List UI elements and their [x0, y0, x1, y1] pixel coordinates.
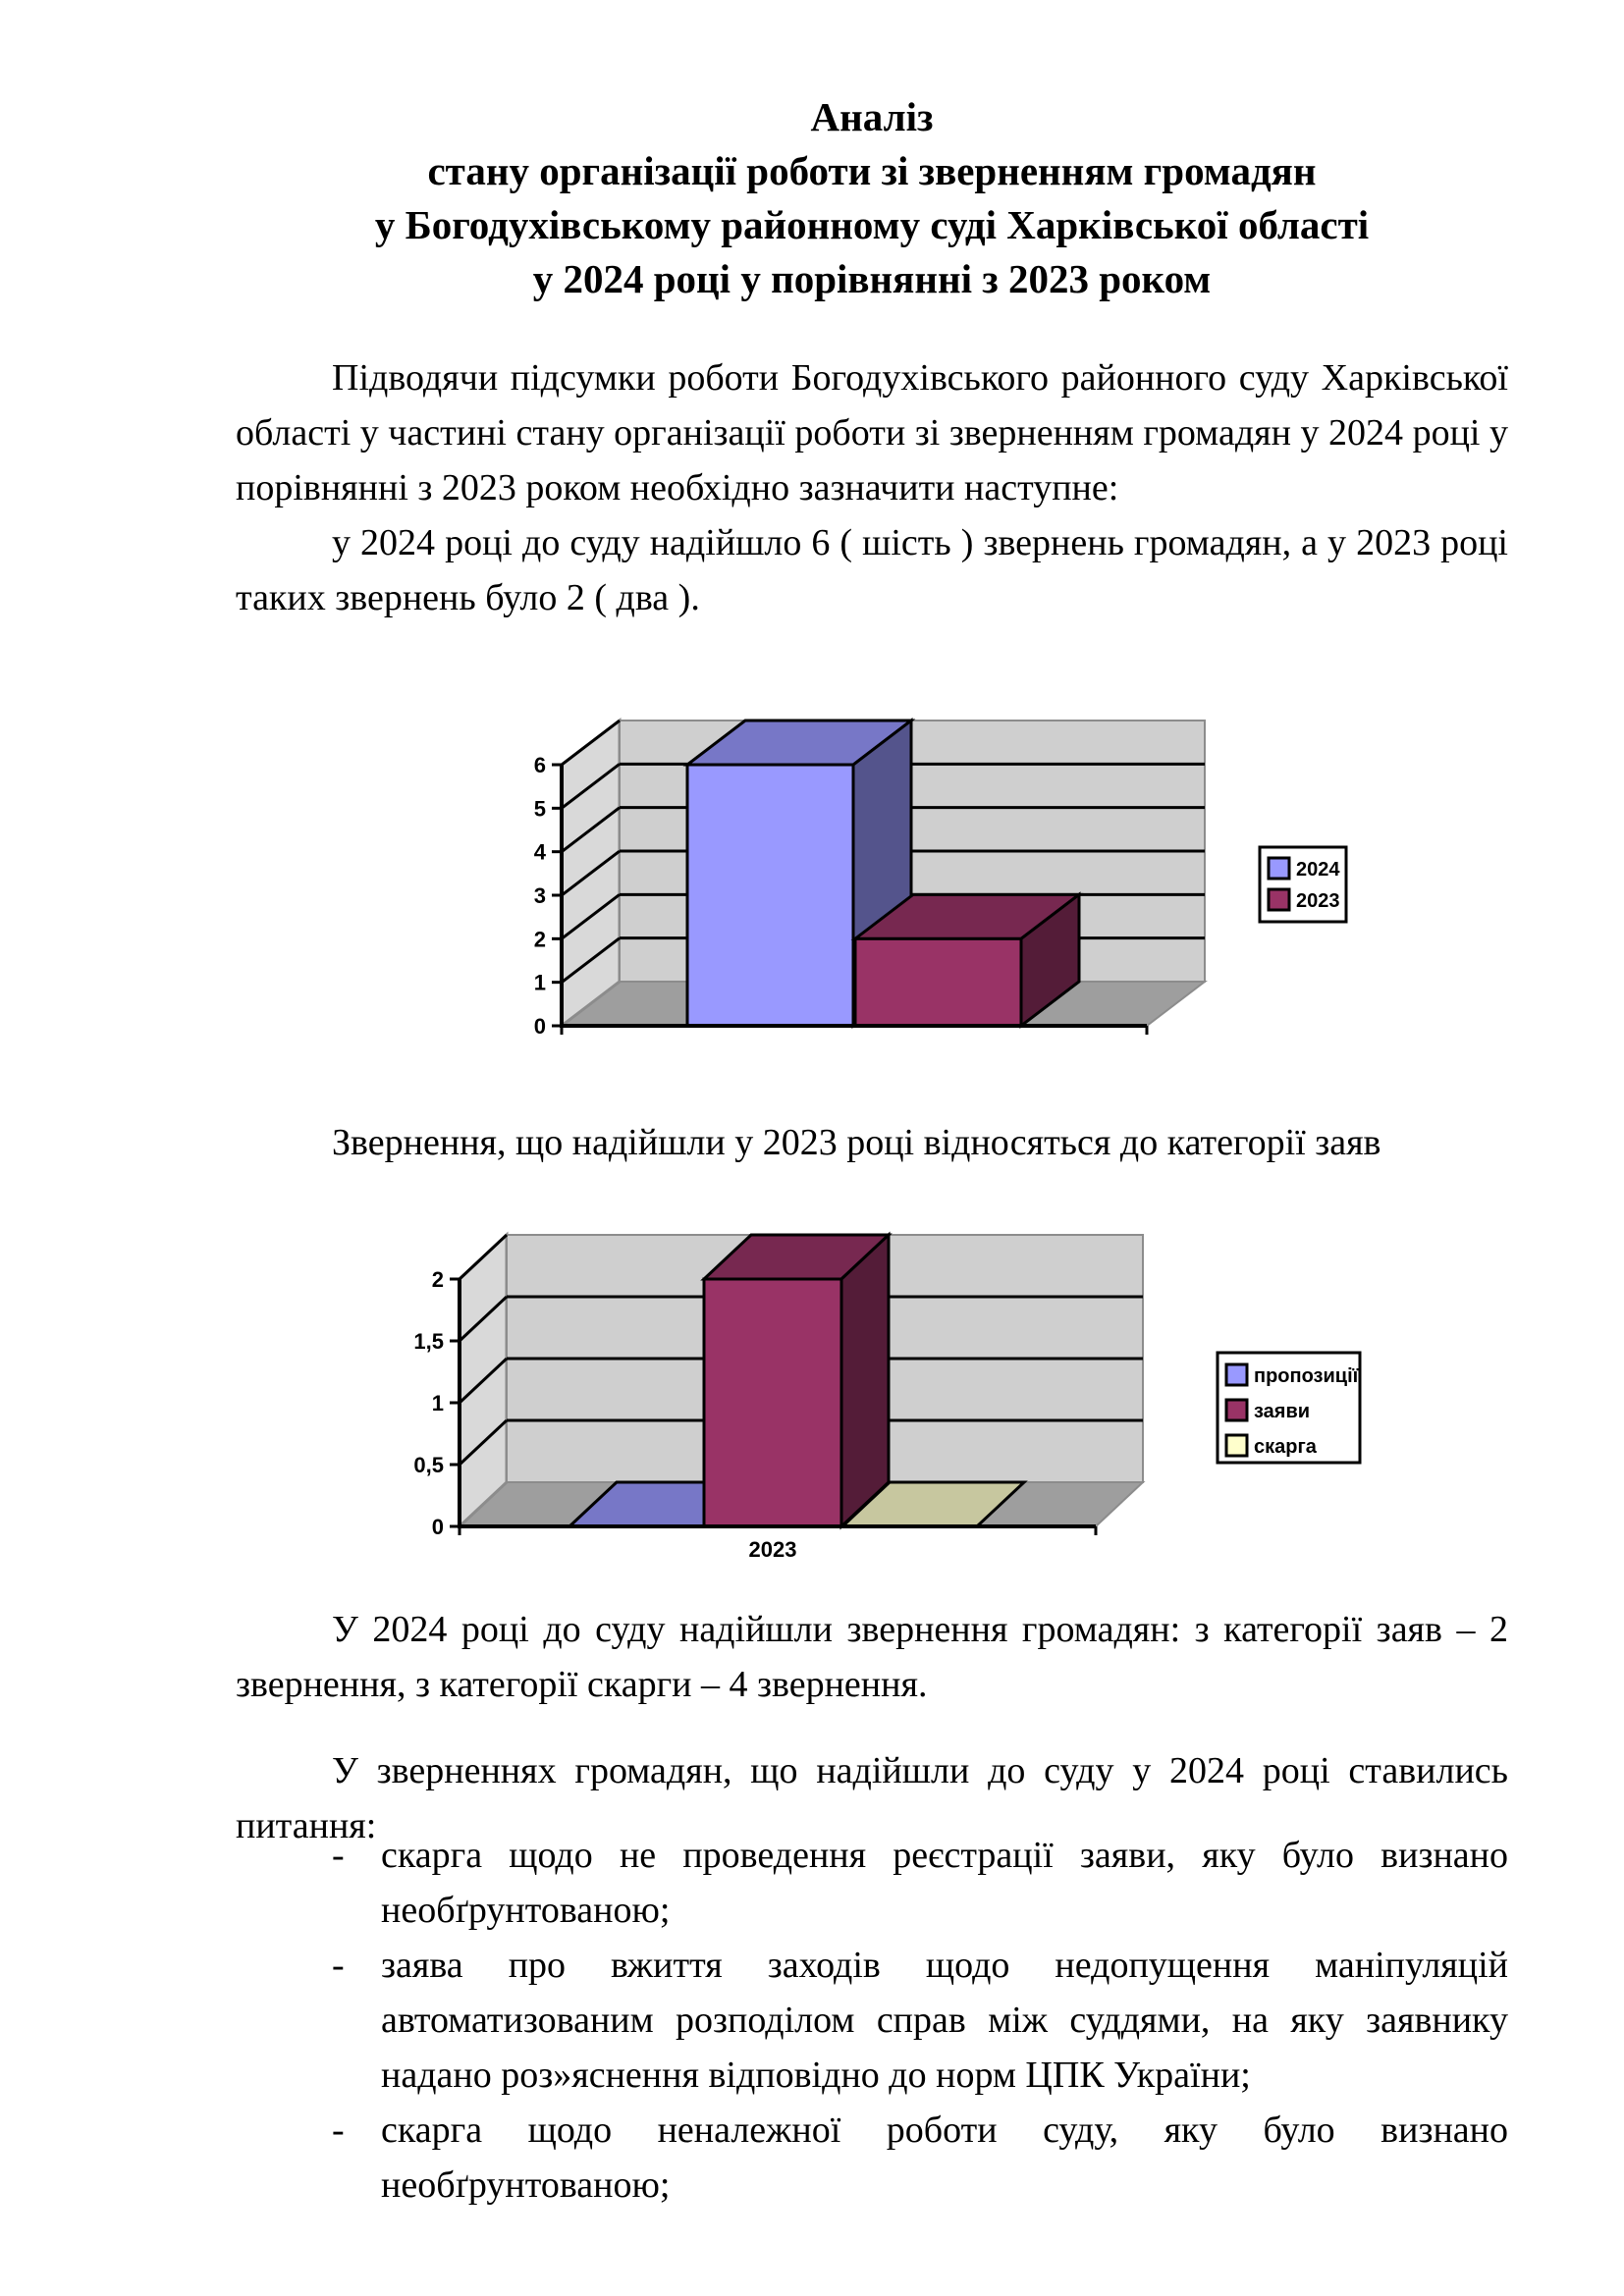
y-tick-label: 1 — [431, 1391, 444, 1415]
title-line-2: стану організації роботи зі зверненням громадян — [427, 148, 1317, 193]
bar-side-face — [841, 1235, 889, 1526]
title-line-1: Аналіз — [810, 94, 934, 139]
legend-item-пропозиції — [1226, 1364, 1359, 1387]
title-line-4: у 2024 році у порівнянні з 2023 роком — [532, 256, 1212, 301]
legend-label: скарга — [1254, 1436, 1317, 1458]
legend-swatch — [1226, 1364, 1247, 1385]
list-item-text: заява про вжиття заходів щодо недопущення маніпуляцій автоматизованим розподілом справ між суддями, на яку заявнику надано роз»яснення відповідно до норм ЦПК України; — [381, 1945, 1508, 2096]
y-tick-label: 2 — [431, 1267, 444, 1292]
bar-front-face — [855, 938, 1021, 1026]
legend-item-2023 — [1269, 889, 1340, 912]
legend — [1260, 847, 1346, 922]
legend-swatch — [1269, 889, 1289, 910]
after-chart2-paragraph — [236, 1602, 1508, 1712]
y-tick-label: 2 — [533, 927, 546, 952]
list-item — [332, 1938, 1508, 2103]
y-tick-label: 6 — [533, 753, 546, 778]
intro-paragraph-2: у 2024 році до суду надійшло 6 ( шість ) звернень громадян, а у 2023 році таких звернень було 2 ( два ). — [236, 522, 1508, 618]
y-tick-label: 3 — [533, 883, 546, 909]
list-item — [332, 1828, 1508, 1938]
legend — [1218, 1353, 1360, 1463]
y-tick-label: 0 — [533, 1014, 546, 1039]
legend-item-2024 — [1269, 858, 1340, 881]
legend-label: 2024 — [1296, 859, 1340, 881]
questions-list — [332, 1828, 1508, 2213]
bar-заяви — [704, 1235, 889, 1526]
chart-2023-categories — [353, 1227, 1394, 1595]
legend-swatch — [1226, 1400, 1247, 1420]
y-tick-label: 1,5 — [413, 1329, 444, 1354]
legend-swatch — [1226, 1435, 1247, 1456]
legend-label: заяви — [1254, 1401, 1311, 1422]
list-item-marker: - — [332, 1835, 345, 1876]
list-item-text: скарга щодо неналежної роботи суду, яку було визнано необґрунтованою; — [381, 2109, 1508, 2206]
y-tick-label: 1 — [533, 970, 546, 995]
y-tick-label: 0,5 — [413, 1453, 444, 1477]
intro-paragraph: Підводячи підсумки роботи Богодухівського районного суду Харківської області у частині стану організації роботи зі зверненням громадян у 2024 році у порівнянні з 2023 роком необхідно зазначити наступне: — [236, 357, 1508, 508]
questions-intro-text: У зверненнях громадян, що надійшли до суду у 2024 році ставились питання: — [236, 1750, 1508, 1846]
comparison-bar-chart — [432, 687, 1414, 1080]
bar-2023 — [855, 894, 1079, 1026]
x-axis-label: 2023 — [748, 1537, 797, 1562]
y-tick-label: 4 — [533, 839, 546, 865]
bar-front-face — [704, 1279, 841, 1526]
bar-front-face — [687, 765, 853, 1026]
list-item-text: скарга щодо не проведення реєстрації заяви, яку було визнано необґрунтованою; — [381, 1835, 1508, 1931]
legend-item-заяви — [1226, 1400, 1310, 1422]
categories-bar-chart — [353, 1227, 1394, 1590]
document-title — [236, 90, 1508, 306]
title-line-3: у Богодухівському районному суді Харківської області — [374, 202, 1370, 247]
legend-swatch — [1269, 858, 1289, 879]
intro-paragraphs — [236, 350, 1508, 625]
chart-comparison-2024-2023 — [432, 687, 1414, 1085]
caption-2023-categories: Звернення, що надійшли у 2023 році відносяться до категорії заяв — [332, 1122, 1381, 1163]
legend-label: пропозиції — [1254, 1365, 1359, 1387]
list-item — [332, 2103, 1508, 2213]
y-tick-label: 5 — [533, 796, 546, 822]
list-item-marker: - — [332, 2109, 345, 2151]
legend-item-скарга — [1226, 1435, 1318, 1458]
list-item-marker: - — [332, 1945, 345, 1986]
legend-label: 2023 — [1296, 890, 1340, 912]
after-chart2-text: У 2024 році до суду надійшли звернення громадян: з категорії заяв – 2 звернення, з категорії скарги – 4 звернення. — [236, 1609, 1508, 1705]
y-tick-label: 0 — [431, 1515, 444, 1539]
